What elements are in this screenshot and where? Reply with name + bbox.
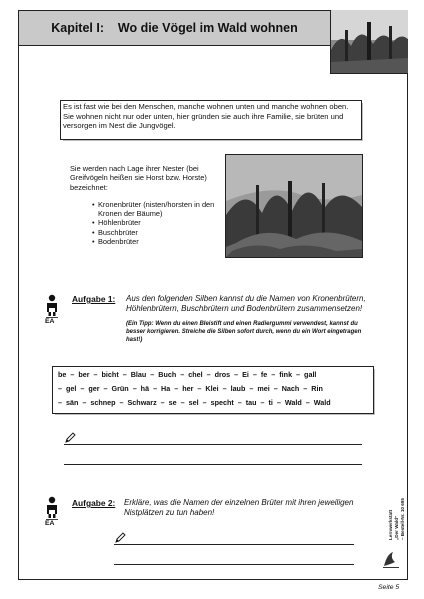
side-publisher: Lernwerkstatt [388,509,393,540]
list-item: • Kronenbrüter (nisten/horsten in den Kronen der Bäume) [92,200,232,218]
pencil-icon [64,432,76,444]
task1-tip: (Ein Tipp: Wenn du einen Bleistift und einen Radiergummi verwendest, kannst du besser korrigieren. Streiche die Silben sofort durch, wenn du ein Wort eingetragen hast!) [126,321,362,343]
task1-text: Aus den folgenden Silben kannst du die Namen von Kronenbrütern, Höhlenbrütern, Buschbrütern und Bodenbrütern zusammensetzen! [126,294,366,313]
list-item: • Höhlenbrüter [92,218,232,227]
syllable-line-2: – gel – ger – Grün – hä – Ha – her – Klei – laub – mei – Nach – Rin [58,384,323,393]
syllable-line-3: – sän – schnep – Schwarz – se – sel – specht – tau – ti – Wald – Wald [58,398,331,407]
task2-mode-label: EA [45,520,55,527]
answer-line[interactable] [64,444,362,445]
answer-line[interactable] [64,464,362,465]
page-number: Seite 5 [378,584,400,591]
header-forest-photo [330,10,408,74]
chapter-title: Kapitel I: Wo die Vögel im Wald wohnen [51,21,298,35]
nest-type-list [92,200,232,246]
nest-lead-text: Sie werden nach Lage ihrer Nester (bei Greifvögeln heißen sie Horst bzw. Horste) bezeichnet: [70,164,207,192]
task2-label: Aufgabe 2: [72,498,116,508]
forest-photo [225,154,363,258]
answer-line[interactable] [114,544,354,545]
task1-label: Aufgabe 1: [72,294,116,304]
pencil-icon [114,532,126,544]
publisher-logo [381,548,401,570]
intro-text: Es ist fast wie bei den Menschen, manche wohnen unten und manche wohnen oben. Sie wohnen nicht nur oder unten, hier gründen sie auch ihre Familie, sie brüten und versorgen im Nest die Jungvögel. [63,102,349,131]
side-title: „Der Wald“ [394,515,399,540]
answer-line[interactable] [114,564,354,565]
task1-mode-label: EA [45,318,55,325]
chapter-header [18,10,330,46]
syllable-line-1: be – ber – bicht – Blau – Buch – chel – dros – Ei – fe – fink – gall [58,370,317,379]
task2-text: Erkläre, was die Namen der einzelnen Brüter mit ihren jeweiligen Nistplätzen zu tun haben! [124,498,354,517]
list-item: • Buschbrüter [92,228,232,237]
side-order-number: – Bestell-Nr. 10 695 [400,498,405,540]
list-item: • Bodenbrüter [92,237,232,246]
